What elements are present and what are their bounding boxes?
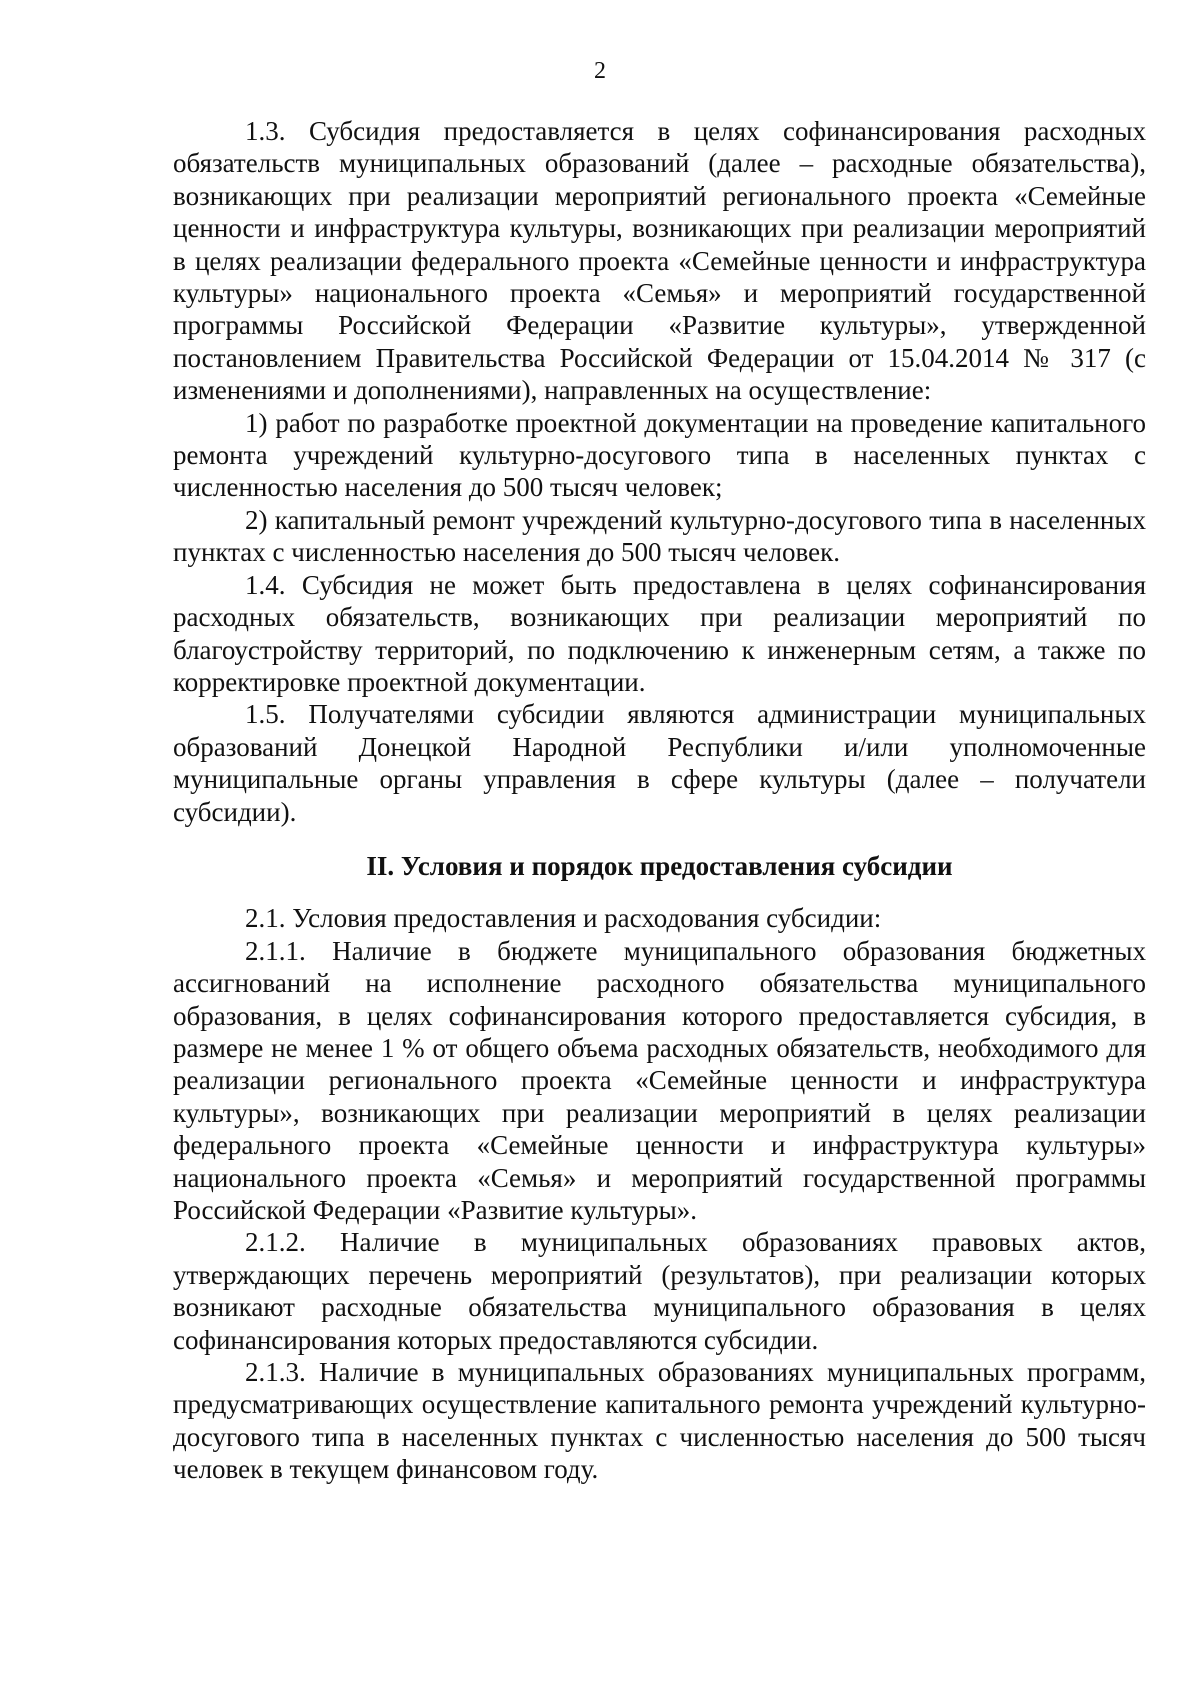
paragraph-2-1-1: 2.1.1. Наличие в бюджете муниципального образования бюджетных ассигнований на исполнение расходного обязательства муниципального образования, в целях софинансирования которого предоставляется субсидия, в размере не менее 1 % от общего объема расходных обязательств, необходимого для реализации регионального проекта «Семейные ценности и инфраструктура культуры», возникающих при реализации мероприятий в целях реализации федерального проекта «Семейные ценности и инфраструктура культуры» национального проекта «Семья» и мероприятий государственной программы Российской Федерации «Развитие культуры». xyxy=(173,935,1146,1225)
paragraph-1-5: 1.5. Получателями субсидии являются администрации муниципальных образований Донецкой Народной Республики и/или уполномоченные муниципальные органы управления в сфере культуры (далее – получатели субсидии). xyxy=(173,699,1146,827)
section-heading: II. Условия и порядок предоставления субсидии xyxy=(366,850,953,881)
list-item-1: 1) работ по разработке проектной документации на проведение капитального ремонта учреждений культурно-досугового типа в населенных пунктах с численностью населения до 500 тысяч человек; xyxy=(173,407,1146,503)
page-number: 2 xyxy=(594,58,606,84)
paragraph-1-3: 1.3. Субсидия предоставляется в целях софинансирования расходных обязательств муниципальных образований (далее – расходные обязательства), возникающих при реализации мероприятий регионального проекта «Семейные ценности и инфраструктура культуры, возникающих при реализации мероприятий в целях реализации федерального проекта «Семейные ценности и инфраструктура культуры» национального проекта «Семья» и мероприятий государственной программы Российской Федерации «Развитие культуры», утвержденной постановлением Правительства Российской Федерации от 15.04.2014 № 317 (с изменениями и дополнениями), направленных на осуществление: xyxy=(173,116,1146,406)
document-body xyxy=(173,115,1146,1486)
list-item-2: 2) капитальный ремонт учреждений культурно-досугового типа в населенных пунктах с численностью населения до 500 тысяч человек. xyxy=(173,504,1146,568)
paragraph-2-1-2: 2.1.2. Наличие в муниципальных образованиях правовых актов, утверждающих перечень мероприятий (результатов), при реализации которых возникают расходные обязательства муниципального образования в целях софинансирования которых предоставляются субсидии. xyxy=(173,1227,1146,1355)
paragraph-2-1: 2.1. Условия предоставления и расходования субсидии: xyxy=(245,903,882,934)
paragraph-2-1-3: 2.1.3. Наличие в муниципальных образованиях муниципальных программ, предусматривающих осуществление капитального ремонта учреждений культурно-досугового типа в населенных пунктах с численностью населения до 500 тысяч человек в текущем финансовом году. xyxy=(173,1357,1146,1485)
paragraph-1-4: 1.4. Субсидия не может быть предоставлена в целях софинансирования расходных обязательств, возникающих при реализации мероприятий по благоустройству территорий, по подключению к инженерным сетям, а также по корректировке проектной документации. xyxy=(173,569,1146,697)
